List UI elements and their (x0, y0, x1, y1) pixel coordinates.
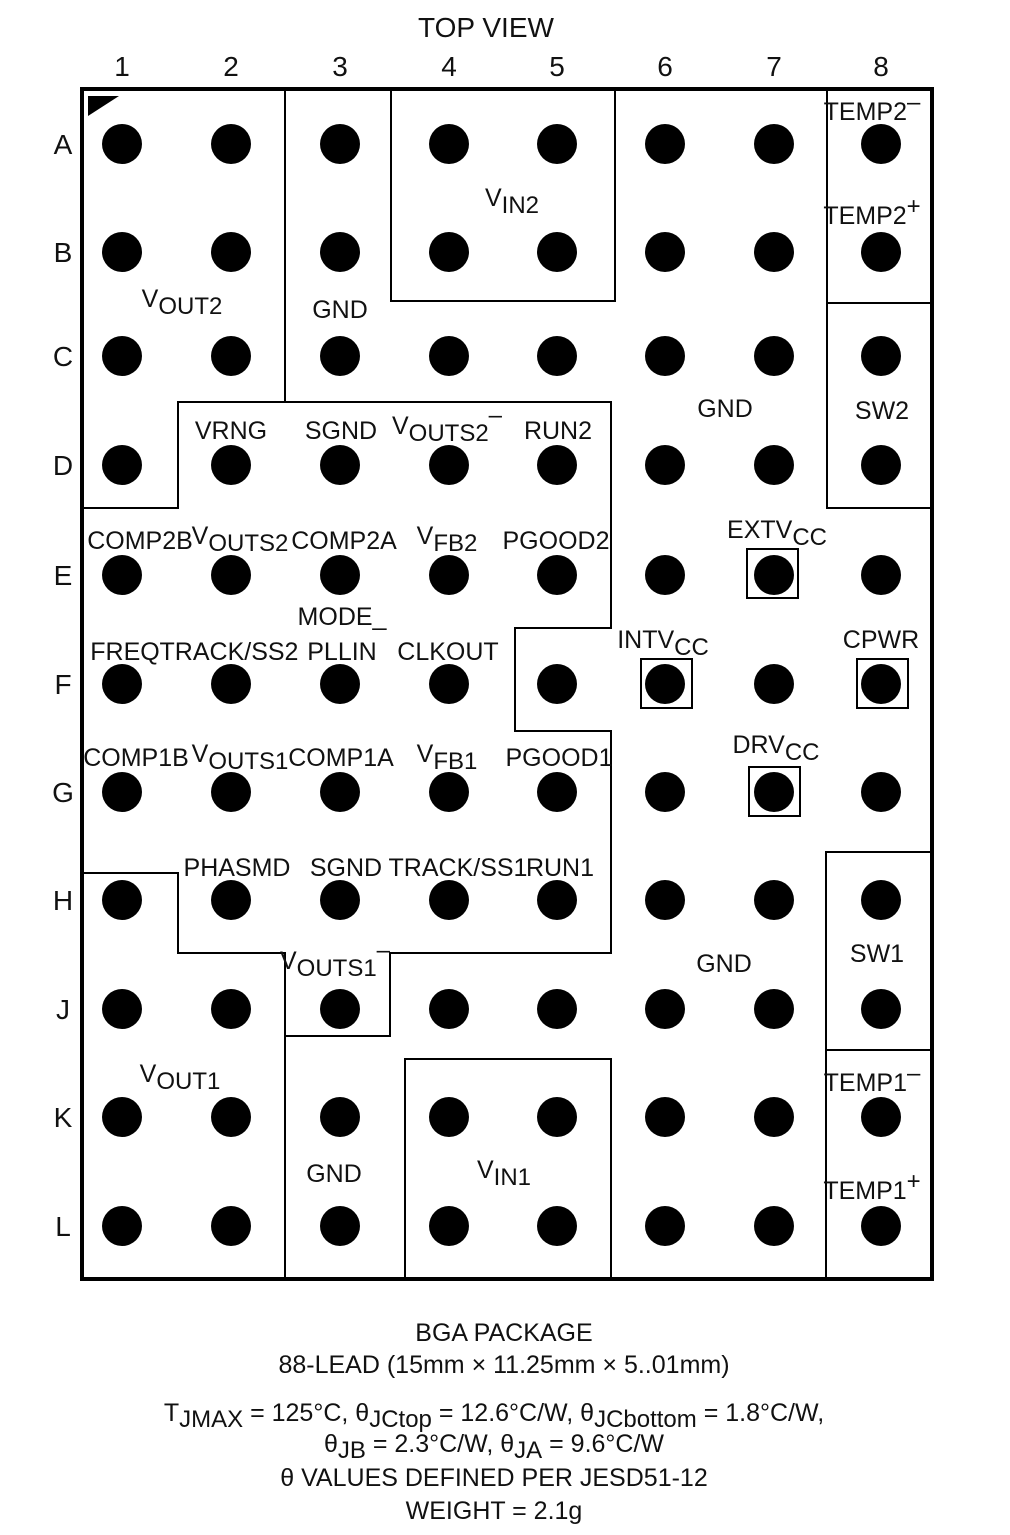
row-label-A: A (53, 129, 73, 160)
solder-ball-K4 (429, 1097, 469, 1137)
solder-ball-B3 (320, 232, 360, 272)
vout1-label: VOUT1 (139, 1060, 221, 1095)
vouts2-minus-label: VOUTS2– (391, 402, 503, 447)
solder-ball-H8 (861, 880, 901, 920)
column-label-4: 4 (441, 51, 457, 82)
vouts2-label: VOUTS2 (191, 522, 289, 557)
column-label-6: 6 (657, 51, 673, 82)
solder-ball-F5 (537, 664, 577, 704)
solder-ball-E3 (320, 555, 360, 595)
run2-label: RUN2 (523, 417, 593, 445)
solder-ball-D5 (537, 445, 577, 485)
solder-ball-E1 (102, 555, 142, 595)
temp2-plus-label: TEMP2+ (823, 193, 921, 230)
solder-ball-F6 (645, 664, 685, 704)
solder-ball-L5 (537, 1206, 577, 1246)
solder-ball-J2 (211, 989, 251, 1029)
solder-ball-B6 (645, 232, 685, 272)
pllin-label: PLLIN (307, 638, 377, 666)
solder-ball-D1 (102, 445, 142, 485)
solder-ball-G6 (645, 772, 685, 812)
solder-ball-L6 (645, 1206, 685, 1246)
solder-ball-J5 (537, 989, 577, 1029)
vfb1-label: VFB1 (416, 740, 478, 775)
solder-ball-G5 (537, 772, 577, 812)
solder-ball-K6 (645, 1097, 685, 1137)
package-weight: WEIGHT = 2.1g (405, 1497, 583, 1525)
solder-ball-C7 (754, 336, 794, 376)
solder-ball-K7 (754, 1097, 794, 1137)
pin1-corner-marker (88, 96, 119, 116)
solder-ball-A7 (754, 124, 794, 164)
gnd-label-d7: GND (697, 395, 753, 423)
solder-ball-B7 (754, 232, 794, 272)
solder-ball-E4 (429, 555, 469, 595)
row-label-H: H (52, 885, 74, 916)
temp2-minus-label: TEMP2– (823, 89, 921, 126)
vin2-label: VIN2 (484, 184, 540, 219)
view-title: TOP VIEW (418, 12, 554, 43)
solder-ball-E5 (537, 555, 577, 595)
solder-ball-G8 (861, 772, 901, 812)
solder-ball-C6 (645, 336, 685, 376)
temp1-plus-label: TEMP1+ (823, 1168, 921, 1205)
vout2-label: VOUT2 (141, 285, 223, 320)
solder-ball-L1 (102, 1206, 142, 1246)
solder-ball-K5 (537, 1097, 577, 1137)
solder-ball-C1 (102, 336, 142, 376)
solder-ball-J8 (861, 989, 901, 1029)
sgnd-label-d3: SGND (304, 417, 378, 445)
track-ss1-label: TRACK/SS1 (388, 854, 528, 882)
solder-ball-C5 (537, 336, 577, 376)
solder-ball-L3 (320, 1206, 360, 1246)
solder-ball-H7 (754, 880, 794, 920)
solder-ball-E2 (211, 555, 251, 595)
drvcc-label: DRVCC (732, 731, 820, 766)
solder-ball-F3 (320, 664, 360, 704)
thermal-spec-line1: TJMAX = 125°C, θJCtop = 12.6°C/W, θJCbottom = 1.8°C/W, (163, 1399, 825, 1433)
solder-ball-D2 (211, 445, 251, 485)
column-label-1: 1 (114, 51, 130, 82)
comp1b-label: COMP1B (83, 744, 189, 772)
solder-ball-D3 (320, 445, 360, 485)
solder-ball-D6 (645, 445, 685, 485)
solder-ball-F1 (102, 664, 142, 704)
solder-ball-B2 (211, 232, 251, 272)
solder-ball-E8 (861, 555, 901, 595)
phasmd-label: PHASMD (183, 854, 291, 882)
package-outline (82, 89, 932, 1279)
row-labels (52, 129, 74, 1242)
row-label-D: D (52, 450, 74, 481)
pgood2-label: PGOOD2 (502, 527, 610, 555)
solder-ball-C2 (211, 336, 251, 376)
solder-ball-E7 (754, 555, 794, 595)
temp1-minus-label: TEMP1– (823, 1060, 921, 1097)
gnd-label-c3: GND (312, 296, 368, 324)
extvcc-label: EXTVCC (727, 516, 827, 551)
solder-ball-A3 (320, 124, 360, 164)
solder-ball-E6 (645, 555, 685, 595)
mode-label: MODE_ (297, 603, 387, 631)
theta-definition-note: θ VALUES DEFINED PER JESD51-12 (280, 1464, 708, 1492)
solder-ball-B5 (537, 232, 577, 272)
solder-ball-C8 (861, 336, 901, 376)
comp1a-label: COMP1A (288, 744, 394, 772)
row-label-E: E (53, 560, 73, 591)
solder-ball-F2 (211, 664, 251, 704)
column-labels (114, 51, 889, 82)
vouts1-label: VOUTS1 (191, 740, 289, 775)
solder-ball-J6 (645, 989, 685, 1029)
solder-ball-K8 (861, 1097, 901, 1137)
solder-ball-D8 (861, 445, 901, 485)
solder-ball-G1 (102, 772, 142, 812)
solder-ball-A8 (861, 124, 901, 164)
solder-ball-F4 (429, 664, 469, 704)
solder-ball-H3 (320, 880, 360, 920)
solder-ball-G4 (429, 772, 469, 812)
solder-ball-J7 (754, 989, 794, 1029)
solder-ball-A4 (429, 124, 469, 164)
solder-ball-H1 (102, 880, 142, 920)
solder-ball-G2 (211, 772, 251, 812)
solder-ball-J4 (429, 989, 469, 1029)
gnd-label-l3: GND (306, 1160, 362, 1188)
package-type: BGA PACKAGE (415, 1319, 593, 1347)
solder-ball-F8 (861, 664, 901, 704)
pgood1-label: PGOOD1 (505, 744, 613, 772)
comp2a-label: COMP2A (291, 527, 397, 555)
solder-ball-C4 (429, 336, 469, 376)
region-boundaries (83, 90, 931, 1278)
solder-ball-K1 (102, 1097, 142, 1137)
vin1-label: VIN1 (476, 1156, 532, 1191)
solder-ball-B1 (102, 232, 142, 272)
solder-ball-D7 (754, 445, 794, 485)
sw2-label: SW2 (854, 397, 910, 425)
column-label-7: 7 (766, 51, 782, 82)
solder-ball-B8 (861, 232, 901, 272)
row-label-G: G (52, 777, 74, 808)
column-label-8: 8 (873, 51, 889, 82)
solder-ball-L2 (211, 1206, 251, 1246)
sgnd-label-h3: SGND (309, 854, 383, 882)
column-label-2: 2 (223, 51, 239, 82)
column-label-5: 5 (549, 51, 565, 82)
solder-ball-C3 (320, 336, 360, 376)
intvcc-label: INTVCC (617, 626, 709, 661)
column-label-3: 3 (332, 51, 348, 82)
track-ss2-label: TRACK/SS2 (159, 638, 299, 666)
solder-ball-G3 (320, 772, 360, 812)
lead-spec: 88-LEAD (15mm × 11.25mm × 5..01mm) (278, 1351, 730, 1379)
cpwr-label: CPWR (842, 626, 920, 654)
solder-ball-L7 (754, 1206, 794, 1246)
gnd-label-j7: GND (696, 950, 752, 978)
solder-ball-A5 (537, 124, 577, 164)
signal-region-boundary (83, 402, 611, 1036)
solder-ball-G7 (754, 772, 794, 812)
comp2b-label: COMP2B (87, 527, 193, 555)
solder-ball-H4 (429, 880, 469, 920)
vouts1-minus-label: VOUTS1– (279, 937, 391, 982)
solder-ball-H6 (645, 880, 685, 920)
clkout-label: CLKOUT (397, 638, 499, 666)
solder-ball-D4 (429, 445, 469, 485)
vfb2-label: VFB2 (416, 522, 478, 557)
row-label-L: L (55, 1211, 71, 1242)
solder-ball-L4 (429, 1206, 469, 1246)
solder-ball-A1 (102, 124, 142, 164)
solder-ball-K3 (320, 1097, 360, 1137)
solder-ball-H2 (211, 880, 251, 920)
solder-ball-L8 (861, 1206, 901, 1246)
solder-ball-F7 (754, 664, 794, 704)
solder-ball-A6 (645, 124, 685, 164)
solder-ball-K2 (211, 1097, 251, 1137)
thermal-spec-line2: θJB = 2.3°C/W, θJA = 9.6°C/W (323, 1430, 665, 1464)
row-label-C: C (52, 341, 74, 372)
row-label-J: J (56, 994, 70, 1025)
vrng-label: VRNG (194, 417, 268, 445)
solder-ball-B4 (429, 232, 469, 272)
freq-label: FREQ (90, 638, 160, 666)
row-label-F: F (54, 669, 72, 700)
solder-ball-H5 (537, 880, 577, 920)
sw1-label: SW1 (849, 940, 905, 968)
row-label-K: K (53, 1102, 73, 1133)
run1-label: RUN1 (525, 854, 595, 882)
row-label-B: B (53, 237, 73, 268)
solder-ball-A2 (211, 124, 251, 164)
solder-ball-J1 (102, 989, 142, 1029)
solder-ball-J3 (320, 989, 360, 1029)
